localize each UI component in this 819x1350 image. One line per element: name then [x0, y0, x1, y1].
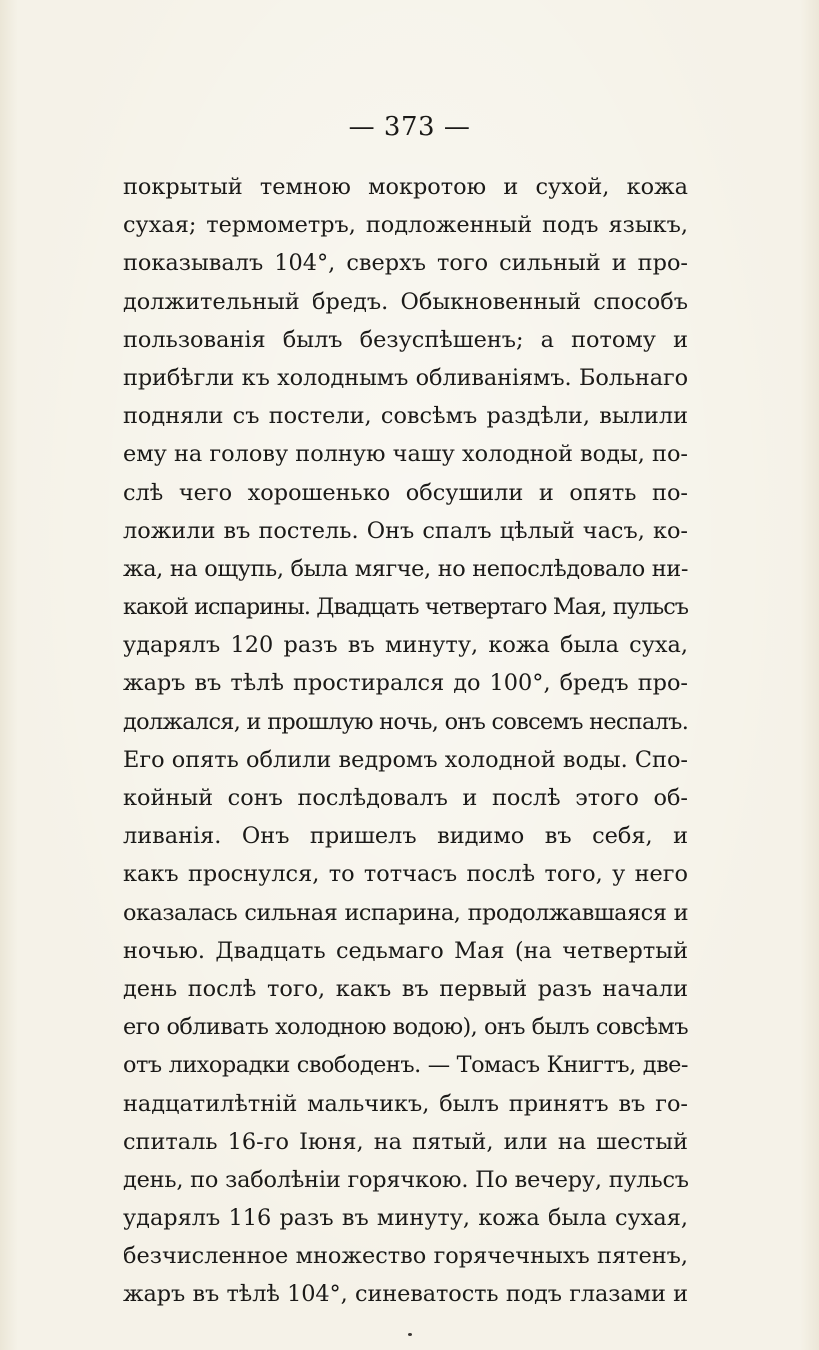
page-number: — 373 — [348, 112, 471, 142]
text-line: жаръ въ тѣлѣ 104°, синеватость подъ глазами и [123, 1281, 688, 1308]
text-line: должительный бредъ. Обыкновенный способъ [123, 288, 688, 315]
text-line: ударялъ 120 разъ въ минуту, кожа была суха, [123, 632, 688, 659]
text-line: прибѣгли къ холоднымъ обливаніямъ. Больнаго [123, 364, 688, 391]
text-line: должался, и прошлую ночь, онъ совсемъ неспалъ. [123, 708, 689, 735]
text-line: ударялъ 116 разъ въ минуту, кожа была сухая, [123, 1205, 688, 1232]
text-line: жа, на ощупь, была мягче, но непослѣдовало ни- [123, 555, 688, 582]
text-line: отъ лихорадки свободенъ. — Томасъ Книгтъ, две- [123, 1052, 688, 1079]
text-line: жаръ въ тѣлѣ простирался до 100°, бредъ про- [123, 670, 688, 697]
text-line: ночью. Двадцать седьмаго Мая (на четвертый [123, 937, 688, 964]
text-line: сухая; термометръ, подложенный подъ языкъ, [123, 212, 688, 239]
text-line: спиталь 16-го Іюня, на пятый, или на шестый [123, 1128, 688, 1155]
text-line: ливанія. Онъ пришелъ видимо въ себя, и [123, 823, 688, 850]
text-line: ложили въ постель. Онъ спалъ цѣлый часъ, ко- [123, 517, 688, 544]
text-line: показывалъ 104°, сверхъ того сильный и про- [123, 250, 688, 277]
text-line: оказалась сильная испарина, продолжавшаяся и [123, 899, 688, 926]
print-speck [408, 1333, 412, 1336]
text-line: койный сонъ послѣдовалъ и послѣ этого об- [123, 785, 688, 811]
text-line: слѣ чего хорошенько обсушили и опять по- [123, 479, 688, 506]
text-line: пользованія былъ безуспѣшенъ; а потому и [123, 326, 688, 353]
text-line: его обливать холодною водою), онъ былъ совсѣмъ [123, 1014, 688, 1041]
text-line: подняли съ постели, совсѣмъ раздѣли, вылили [123, 403, 688, 430]
text-line: покрытый темною мокротою и сухой, кожа [123, 174, 688, 200]
text-line: безчисленное множество горячечныхъ пятенъ, [123, 1243, 688, 1270]
text-line: надцатилѣтній мальчикъ, былъ принятъ въ го- [123, 1090, 688, 1117]
body-text [123, 168, 688, 1314]
text-line: какъ проснулся, то тотчасъ послѣ того, у него [123, 861, 688, 888]
text-line: какой испарины. Двадцать четвертаго Мая, пульсъ [123, 594, 688, 621]
text-line: ему на голову полную чашу холодной воды, по- [123, 441, 688, 468]
text-line: день послѣ того, какъ въ первый разъ начали [123, 975, 688, 1002]
text-line: Его опять облили ведромъ холодной воды. Спо- [123, 746, 688, 773]
text-line: день, по заболѣніи горячкою. По вечеру, пульсъ [123, 1166, 689, 1193]
